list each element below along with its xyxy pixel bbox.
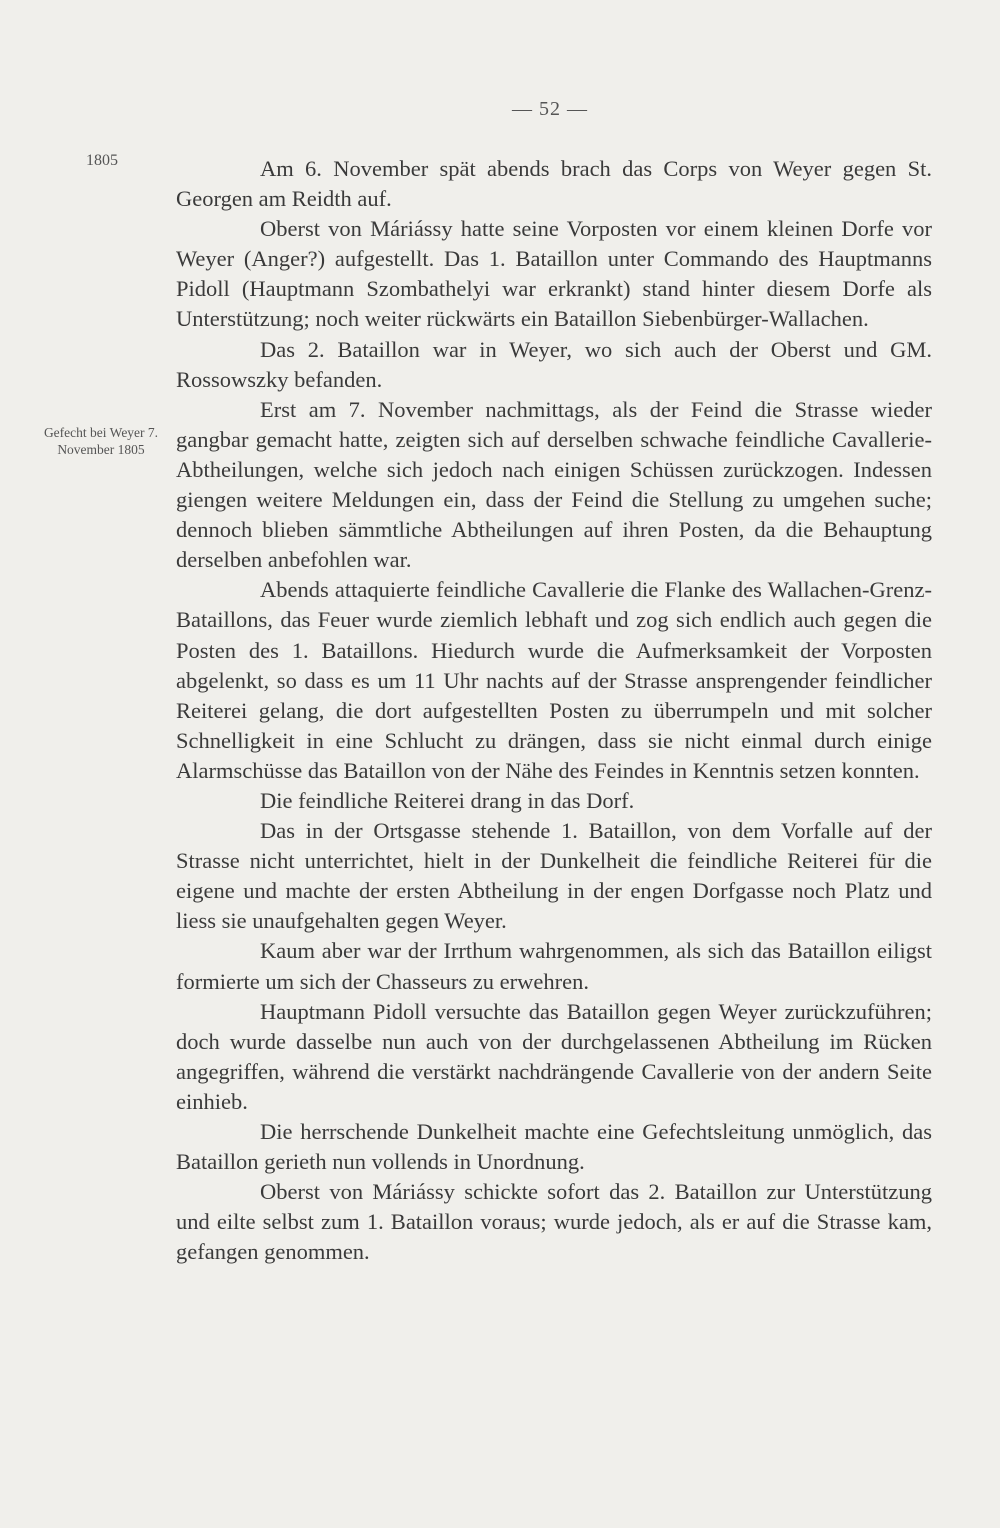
margin-note: Gefecht bei Weyer 7. November 1805 xyxy=(43,425,159,457)
paragraph: Oberst von Máriássy schickte sofort das 2. Bataillon zur Unterstützung und eilte selbst zum 1. Bataillon voraus; wurde jedoch, als er auf die Strasse kam, gefangen genommen. xyxy=(176,1179,932,1265)
paragraph: Oberst von Máriássy hatte seine Vorposten vor einem kleinen Dorfe vor Weyer (Anger?) aufgestellt. Das 1. Bataillon unter Commando des Hauptmanns Pidoll (Hauptmann Szombathelyi war erkrankt) stand hinter diesem Dorfe als Unterstützung; noch weiter rückwärts ein Bataillon Siebenbürger-Wallachen. xyxy=(176,216,932,332)
paragraph: Die herrschende Dunkelheit machte eine Gefechtsleitung unmöglich, das Bataillon gerieth nun vollends in Unordnung. xyxy=(176,1119,932,1175)
body-text xyxy=(176,154,932,1267)
paragraph: Am 6. November spät abends brach das Corps von Weyer gegen St. Georgen am Reidth auf. xyxy=(176,156,932,212)
page-number: — 52 — xyxy=(512,98,588,120)
paragraph: Abends attaquierte feindliche Cavallerie die Flanke des Wallachen-Grenz-Bataillons, das Feuer wurde ziemlich lebhaft und zog sich endlich auch gegen die Posten des 1. Bataillons. Hiedurch wurde die Aufmerksamkeit der Vorposten abgelenkt, so dass es um 11 Uhr nachts auf der Strasse ansprengender feindlicher Reiterei gelang, die dort aufgestellten Posten zu überrumpeln und mit solcher Schnelligkeit in eine Schlucht zu drängen, dass sie nicht einmal durch einige Alarmschüsse das Bataillon von der Nähe des Feindes in Kenntnis setzen konnten. xyxy=(176,577,932,783)
paragraph: Kaum aber war der Irrthum wahrgenommen, als sich das Bataillon eiligst formierte um sich der Chasseurs zu erwehren. xyxy=(176,938,932,994)
paragraph: Die feindliche Reiterei drang in das Dorf. xyxy=(260,787,635,813)
year-margin-note: 1805 xyxy=(86,152,118,169)
paragraph: Das 2. Bataillon war in Weyer, wo sich auch der Oberst und GM. Rossowszky befanden. xyxy=(176,336,932,392)
paragraph: Erst am 7. November nachmittags, als der Feind die Strasse wieder gangbar gemacht hatte, zeigten sich auf derselben schwache feindliche Cavallerie-Abtheilungen, welche sich jedoch nach einigen Schüssen zurückzogen. Indessen giengen weitere Meldungen ein, dass der Feind die Stellung zu umgehen suche; dennoch blieben sämmtliche Abtheilungen auf ihren Posten, da die Behauptung derselben anbefohlen war. xyxy=(176,396,932,573)
paragraph: Hauptmann Pidoll versuchte das Bataillon gegen Weyer zurückzuführen; doch wurde dasselbe nun auch von der durchgelassenen Abtheilung im Rücken angegriffen, während die verstärkt nachdrängende Cavallerie von der andern Seite einhieb. xyxy=(176,998,932,1114)
paragraph: Das in der Ortsgasse stehende 1. Bataillon, von dem Vorfalle auf der Strasse nicht unterrichtet, hielt in der Dunkelheit die feindliche Reiterei für die eigene und machte der ersten Abtheilung in der engen Dorfgasse noch Platz und liess sie unaufgehalten gegen Weyer. xyxy=(176,818,932,934)
